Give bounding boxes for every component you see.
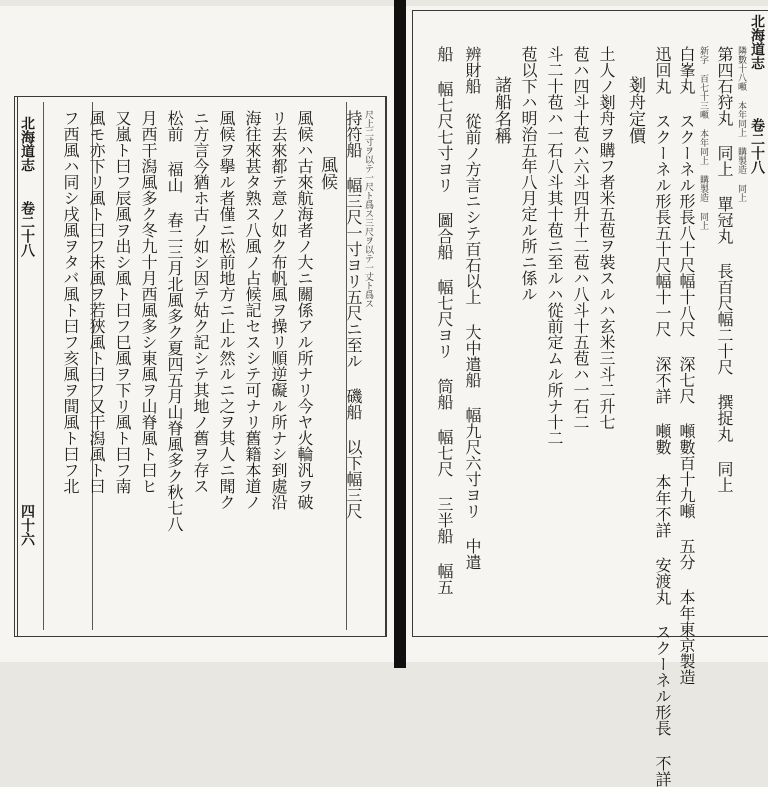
section-heading-canoe-price: 剗舟定價 (625, 76, 645, 144)
text-column-note: 尺上二寸ヲ以テ一尺ト爲ス三尺ヲ以テ一丈ト爲ス (363, 110, 373, 308)
text-column: 持符船 幅三尺一寸ヨリ五尺ニ至ル 磯船 以下幅三尺 (344, 110, 363, 519)
left-page (0, 6, 394, 662)
left-border-right (385, 96, 387, 637)
text-column: 迅回丸 スクーネル形長五十尺幅十一尺 深不詳 噸數 本年不詳 安渡丸 スクーネル形長 不詳 (653, 46, 672, 787)
text-column: 風モ亦下リ風ト曰フ未風ヲ若狹風ト曰フ又干潟風ト曰 (87, 110, 106, 494)
text-column: 船 幅七尺七寸ヨリ 圖合船 幅七尺ヨリ 筒船 幅七尺 三半船 幅五 (435, 46, 454, 595)
text-column: 苞ハ四斗十苞ハ六斗四升十二苞ハ八斗十五苞ハ一石二 (571, 46, 590, 430)
text-column: 松前 福山 春二三月北風多ク夏四五月山脊風多ク秋七八 (165, 110, 184, 532)
text-column: ニ方言今猶ホ古ノ如シ因テ姑ク記シテ其地ノ舊ヲ存ス (191, 110, 210, 494)
right-page-volume: 卷二十八 (749, 118, 765, 174)
text-column: フ西風ハ同シ戌風ヲタバ風ト曰フ亥風ヲ間風ト曰フ北 (61, 110, 80, 494)
text-column: 苞以下ハ明治五年八月定ル所ニ係ル (519, 46, 538, 302)
left-border-inner (17, 96, 18, 636)
text-column: リ去來都テ意ノ如ク布帆風ヲ操リ順逆礙ル所ナシ到處沿 (269, 110, 288, 510)
text-column: 白峯丸 スクーネル形長八十尺幅十八尺 深七尺 噸數百十九噸 五分 本年東京製造 (677, 46, 696, 685)
right-border-bottom (412, 636, 768, 637)
right-border-top (412, 10, 768, 11)
text-column-note: 隣數十八噸 本年同上 購製造 同上 (736, 46, 746, 202)
text-column: 土人ノ剗舟ヲ購フ者米五苞ヲ裝スルハ玄米三斗二升七 (597, 46, 616, 430)
right-border-left (412, 10, 413, 636)
left-column-rule (43, 102, 44, 630)
text-column: 第四石狩丸 同上 單冠丸 長百尺幅二十尺 撰捉丸 同上 (715, 46, 734, 493)
right-page (406, 6, 768, 787)
text-column: 辨財船 從前ノ方言ニシテ百石以上 大中遣船 幅九尺六寸ヨリ 中遣 (463, 46, 482, 570)
text-column: 風候ハ古來航海者ノ大ニ關係アル所ナリ今ヤ火輪汎ヲ破 (295, 110, 314, 510)
right-page-header: 北海道志 (749, 14, 765, 70)
text-column-note: 新字 百七十三噸 本年同上 購製造 同上 (698, 46, 708, 230)
left-page-volume: 卷二十八 (19, 201, 35, 257)
left-border-top (14, 96, 386, 97)
section-heading-wind: 風候 (317, 156, 337, 190)
left-page-header: 北海道志 (19, 116, 35, 172)
text-column: 海往來甚タ熟ス八風ノ占候記セスシテ可ナリ舊籍本道ノ (243, 110, 262, 510)
left-page-number: 四十六 (19, 504, 35, 546)
left-border-bottom (14, 636, 386, 637)
text-column: 月西干潟風多ク冬九十月西風多シ東風ヲ山脊風ト曰ヒ (139, 110, 158, 494)
text-column: 風候ヲ擧ル者僅ニ松前地方ニ止ル然ルニ之ヲ其人ニ聞ク (217, 110, 236, 510)
left-border-outer (14, 96, 15, 636)
section-heading-ship-names: 諸船名稱 (491, 76, 511, 144)
text-column: 又嵐ト曰フ辰風ヲ出シ風ト曰フ巳風ヲ下リ風ト曰フ南 (113, 110, 132, 494)
book-spine (394, 0, 406, 668)
text-column: 斗二十苞ハ一石八斗其十苞ニ至ルハ從前定ムル所ナ十二 (545, 46, 564, 446)
